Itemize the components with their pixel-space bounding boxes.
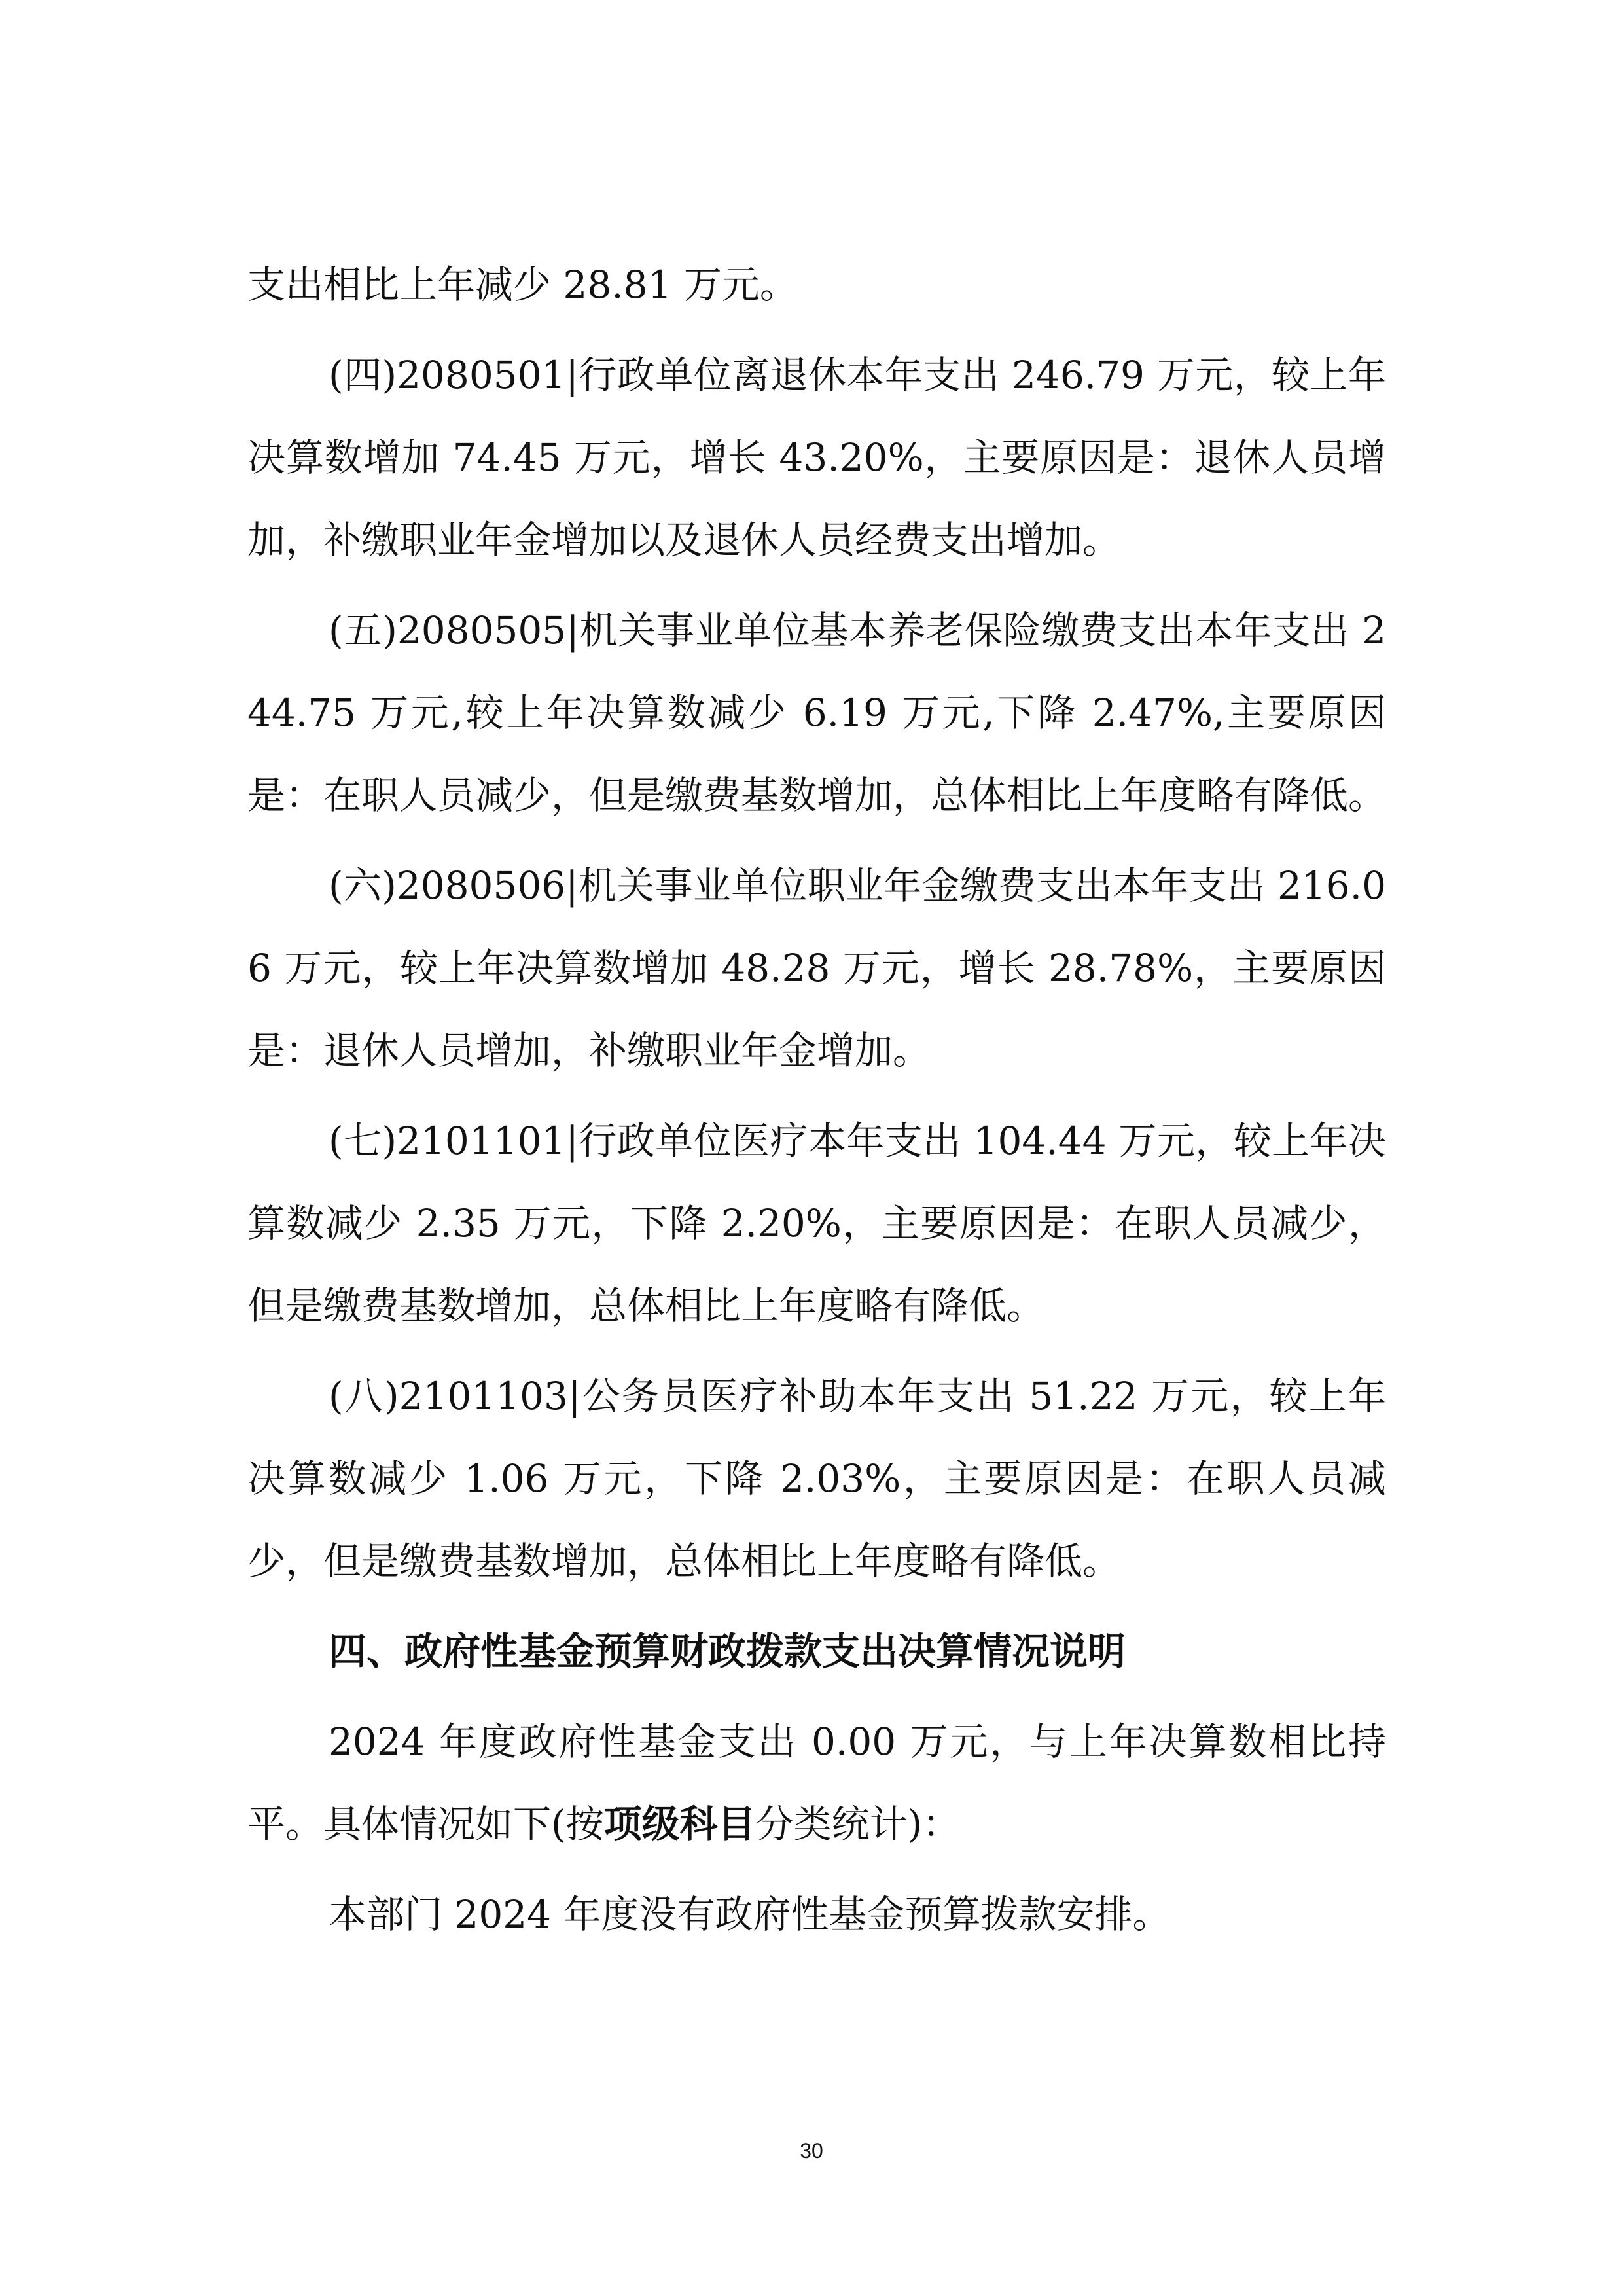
summary-text: 2024 年度政府性基金支出 0.00 万元，与上年决算数相比持平。具体情况如下(按 [247,1719,1386,1846]
summary-tail: 分类统计)： [755,1802,961,1846]
paragraph-item-7: (七)2101101|行政单位医疗本年支出 104.44 万元，较上年决算数减少 2.35 万元，下降 2.20%，主要原因是：在职人员减少，但是缴费基数增加，总体相比上年度略有降低。 [247,1119,1386,1328]
page-number: 30 [800,2139,823,2162]
paragraph-item-4: (四)2080501|行政单位离退休本年支出 246.79 万元，较上年决算数增加 74.45 万元，增长 43.20%，主要原因是：退休人员增加，补缴职业年金增加以及退休人员经费支出增加。 [247,353,1386,562]
section-note: 本部门 2024 年度没有政府性基金预算拨款安排。 [329,1892,1171,1937]
section-summary [247,1700,1386,1865]
section-heading: 四、政府性基金预算财政拨款支出决算情况说明 [329,1629,1126,1674]
document-body [247,243,1386,1964]
paragraph-item-8: (八)2101103|公务员医疗补助本年支出 51.22 万元，较上年决算数减少 1.06 万元，下降 2.03%，主要原因是：在职人员减少，但是缴费基数增加，总体相比上年度略有降低。 [247,1374,1386,1583]
paragraph-continuation: 支出相比上年减少 28.81 万元。 [247,262,798,307]
paragraph-item-5: (五)2080505|机关事业单位基本养老保险缴费支出本年支出 244.75 万元,较上年决算数减少 6.19 万元,下降 2.47%,主要原因是：在职人员减少，但是缴费基数增加，总体相比上年度略有降低。 [247,608,1387,817]
paragraph-item-6: (六)2080506|机关事业单位职业年金缴费支出本年支出 216.06 万元，较上年决算数增加 48.28 万元，增长 28.78%，主要原因是：退休人员增加，补缴职业年金增加。 [247,863,1386,1073]
summary-bold-term: 项级科目 [603,1802,756,1846]
